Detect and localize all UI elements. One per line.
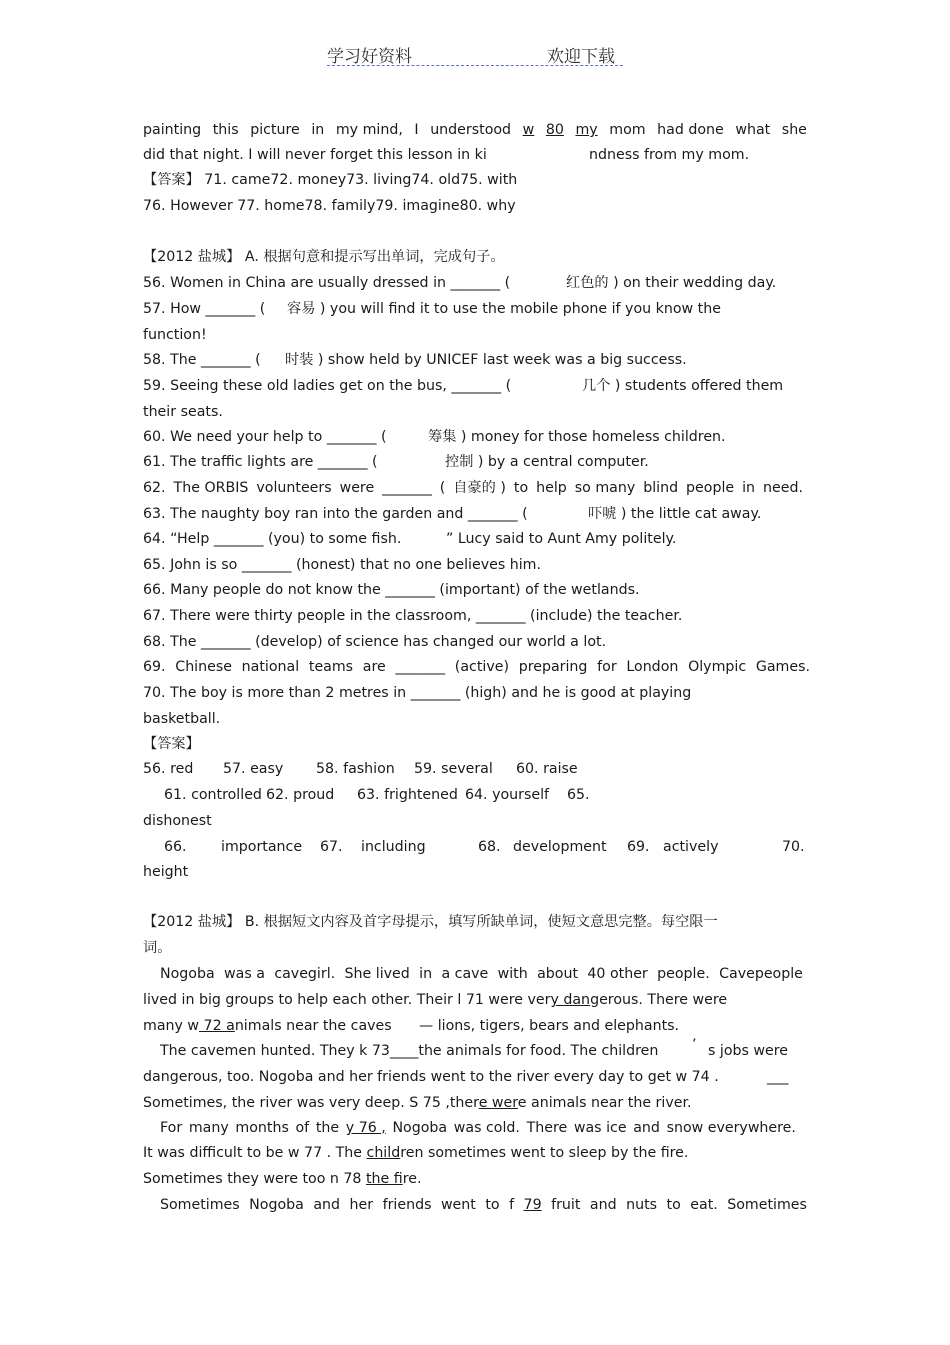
- q61-b: 控制 ) by a central computer.: [445, 454, 649, 470]
- word: and: [633, 1120, 660, 1136]
- word: She lived: [344, 966, 410, 982]
- word: picture: [250, 122, 300, 138]
- section-b-title: 【2012 盐城】 B. 根据短文内容及首字母提示，填写所缺单词，使短文意思完整。每空限一: [143, 914, 718, 930]
- word: and: [313, 1197, 341, 1213]
- text: lived in big groups to help each other. Their l 71 were ver: [143, 992, 551, 1008]
- answer-66-num: 66.: [164, 839, 187, 855]
- q64-b: ” Lucy said to Aunt Amy politely.: [446, 531, 677, 547]
- answer-60: 60. raise: [516, 761, 578, 777]
- q63-a: 63. The naughty boy ran into the garden and _______ (: [143, 506, 528, 522]
- p1-line-3: [143, 1017, 392, 1035]
- q57-c: function!: [143, 327, 207, 343]
- q62-line: [143, 479, 803, 497]
- header-left-text: 学习好资料: [327, 47, 412, 67]
- word: _______: [382, 480, 432, 496]
- word: Games.: [755, 659, 810, 675]
- word: had done: [657, 122, 724, 138]
- text: ren sometimes went to sleep by the fire.: [400, 1145, 689, 1161]
- q58-b: 时装 ) show held by UNICEF last week was a big success.: [285, 352, 687, 368]
- answer-63: 63. frightened: [357, 787, 458, 803]
- word: my: [575, 122, 598, 138]
- word: Olympic: [688, 659, 747, 675]
- word: teams: [308, 659, 354, 675]
- word: in: [742, 480, 756, 496]
- word: volunteers: [256, 480, 332, 496]
- word: a cave: [441, 966, 489, 982]
- word: I: [414, 122, 419, 138]
- q59-c: their seats.: [143, 404, 223, 420]
- text: many w: [143, 1018, 200, 1034]
- word: 62.: [143, 480, 166, 496]
- q65: 65. John is so _______ (honest) that no one believes him.: [143, 557, 541, 573]
- word: preparing: [518, 659, 588, 675]
- answer-64: 64. yourself: [465, 787, 550, 803]
- word: went: [440, 1197, 476, 1213]
- answer-67: including: [361, 839, 426, 855]
- word: snow everywhere.: [666, 1120, 796, 1136]
- section-b-title-cont: 词。: [143, 940, 172, 956]
- word: need.: [763, 480, 803, 496]
- p1-line-1: [160, 965, 803, 983]
- top-answer-line-1: [143, 171, 517, 189]
- q60-a: 60. We need your help to _______ (: [143, 429, 387, 445]
- underlined-text: child: [366, 1145, 401, 1161]
- word: nuts: [626, 1197, 658, 1213]
- word: months: [235, 1120, 289, 1136]
- q66: 66. Many people do not know the _______ (important) of the wetlands.: [143, 582, 640, 598]
- blank-number: 80: [545, 122, 564, 138]
- word: Cavepeople: [719, 966, 803, 982]
- answer-text: 71. came72. money73. living74. old75. with: [204, 172, 518, 188]
- word: about: [537, 966, 579, 982]
- word: to: [666, 1197, 681, 1213]
- word: painting: [143, 122, 202, 138]
- word: 40 other: [587, 966, 648, 982]
- word: national: [241, 659, 300, 675]
- word: people: [686, 480, 735, 496]
- q67: 67. There were thirty people in the classroom, _______ (include) the teacher.: [143, 608, 683, 624]
- word: many: [188, 1120, 229, 1136]
- word: London: [626, 659, 679, 675]
- p3-line-1: [160, 1119, 796, 1137]
- q63-b: 吓唬 ) the little cat away.: [588, 506, 762, 522]
- section-a-answer-label: 【答案】: [143, 736, 200, 752]
- answer-68-num: 68.: [478, 839, 501, 855]
- word: 69.: [143, 659, 166, 675]
- answer-58: 58. fashion: [316, 761, 395, 777]
- q68: 68. The _______ (develop) of science has changed our world a lot.: [143, 634, 607, 650]
- word: in: [419, 966, 433, 982]
- p2-line-1d: s jobs were: [708, 1043, 789, 1059]
- word: was a: [224, 966, 265, 982]
- text: gerous. There were: [590, 992, 728, 1008]
- word: to: [485, 1197, 500, 1213]
- q60-b: 筹集 ) money for those homeless children.: [428, 429, 726, 445]
- word: was ice: [573, 1120, 627, 1136]
- word: w: [522, 122, 535, 138]
- word: my mind,: [335, 122, 403, 138]
- word: Sometimes: [160, 1197, 240, 1213]
- section-a-title: 【2012 盐城】 A. 根据句意和提示写出单词，完成句子。: [143, 249, 505, 265]
- word: people.: [657, 966, 710, 982]
- header-dashed-rule: [327, 65, 623, 66]
- word: For: [160, 1120, 183, 1136]
- word: (: [439, 480, 446, 496]
- word: The ORBIS: [173, 480, 249, 496]
- word: 自豪的 ): [453, 480, 506, 496]
- text: re.: [402, 1171, 422, 1187]
- text: It was difficult to be w 77 . The: [143, 1145, 367, 1161]
- text: Sometimes they were too n 78: [143, 1171, 366, 1187]
- word: with: [497, 966, 528, 982]
- answer-70-cont: height: [143, 864, 189, 880]
- p1-line-3c: — lions, tigers, bears and elephants.: [419, 1018, 680, 1034]
- word: Chinese: [175, 659, 232, 675]
- word: (active): [454, 659, 509, 675]
- answer-69-num: 69.: [627, 839, 650, 855]
- answer-57: 57. easy: [223, 761, 284, 777]
- word: of: [295, 1120, 310, 1136]
- word: what: [735, 122, 771, 138]
- word: eat.: [690, 1197, 718, 1213]
- answer-65-cont: dishonest: [143, 813, 212, 829]
- answer-70-num: 70.: [782, 839, 805, 855]
- q58-a: 58. The _______ (: [143, 352, 261, 368]
- word: cavegirl.: [274, 966, 336, 982]
- p4-line-1: [160, 1196, 807, 1214]
- p2-line-2a: dangerous, too. Nogoba and her friends went to the river every day to get w 74 .: [143, 1069, 719, 1085]
- q56-b: 红色的 ) on their wedding day.: [566, 275, 777, 291]
- word: _______: [395, 659, 446, 675]
- word: friends: [382, 1197, 432, 1213]
- answer-61: 61. controlled: [164, 787, 262, 803]
- word: are: [362, 659, 386, 675]
- q59-a: 59. Seeing these old ladies get on the bus, _______ (: [143, 378, 512, 394]
- answer-69: actively: [663, 839, 719, 855]
- word: Nogoba: [392, 1120, 448, 1136]
- word: this: [212, 122, 239, 138]
- q56-a: 56. Women in China are usually dressed in _______ (: [143, 275, 511, 291]
- p3-line-2: [143, 1144, 688, 1162]
- top-passage-line-2a: did that night. I will never forget this lesson in ki: [143, 147, 487, 163]
- word: y 76 ,: [345, 1120, 386, 1136]
- word: so many: [574, 480, 636, 496]
- p2-line-1c: ’: [692, 1037, 697, 1053]
- word: and: [589, 1197, 617, 1213]
- blank-number: 79: [523, 1197, 542, 1213]
- answer-56: 56. red: [143, 761, 194, 777]
- q57-b: 容易 ) you will find it to use the mobile phone if you know the: [287, 301, 721, 317]
- p2-line-1b: ____the animals for food. The children: [390, 1043, 659, 1059]
- answer-59: 59. several: [414, 761, 493, 777]
- word: Nogoba: [249, 1197, 304, 1213]
- word: Sometimes: [727, 1197, 807, 1213]
- p2-line-2b: ___: [767, 1069, 789, 1085]
- word: mom: [609, 122, 646, 138]
- answer-label: 【答案】: [143, 172, 200, 188]
- underlined-text: 72 a: [199, 1018, 235, 1034]
- p2-line-3: [143, 1094, 692, 1112]
- top-passage-line-2b: ndness from my mom.: [589, 147, 750, 163]
- answer-68: development: [513, 839, 607, 855]
- top-answer-line-2: 76. However 77. home78. family79. imagine80. why: [143, 198, 516, 214]
- p2-line-1a: The cavemen hunted. They k 73: [160, 1043, 390, 1059]
- word: she: [781, 122, 807, 138]
- word: blind: [643, 480, 679, 496]
- answer-65: 65.: [567, 787, 590, 803]
- q70-a: 70. The boy is more than 2 metres in _______ (high) and he is good at playing: [143, 685, 692, 701]
- word: understood: [430, 122, 512, 138]
- p3-line-3: [143, 1170, 421, 1188]
- answer-62: 62. proud: [266, 787, 335, 803]
- text: Sometimes, the river was very deep. S 75 ,ther: [143, 1095, 479, 1111]
- underlined-text: the fi: [365, 1171, 403, 1187]
- page-header: [0, 38, 950, 70]
- word: for: [597, 659, 617, 675]
- word: Nogoba: [160, 966, 215, 982]
- underlined-text: e wer: [478, 1095, 518, 1111]
- answer-66: importance: [221, 839, 303, 855]
- word: in: [311, 122, 325, 138]
- word: There: [526, 1120, 568, 1136]
- word: was cold.: [453, 1120, 520, 1136]
- answer-67-num: 67.: [320, 839, 343, 855]
- word: fruit: [551, 1197, 581, 1213]
- q57-a: 57. How _______ (: [143, 301, 266, 317]
- q59-b: 几个 ) students offered them: [582, 378, 784, 394]
- word: the: [315, 1120, 340, 1136]
- word: help: [536, 480, 567, 496]
- q69-line: [143, 658, 810, 676]
- text: nimals near the caves: [234, 1018, 392, 1034]
- q70-b: basketball.: [143, 711, 221, 727]
- word: were: [339, 480, 375, 496]
- q61-a: 61. The traffic lights are _______ (: [143, 454, 378, 470]
- word: to: [513, 480, 529, 496]
- top-passage-line-1: [143, 121, 807, 139]
- p1-line-2: [143, 991, 727, 1009]
- q64-a: 64. “Help _______ (you) to some fish.: [143, 531, 402, 547]
- text: e animals near the river.: [517, 1095, 692, 1111]
- word: f: [509, 1197, 515, 1213]
- word: her: [349, 1197, 374, 1213]
- header-right-text: 欢迎下载: [547, 47, 615, 67]
- underlined-text: y dan: [550, 992, 591, 1008]
